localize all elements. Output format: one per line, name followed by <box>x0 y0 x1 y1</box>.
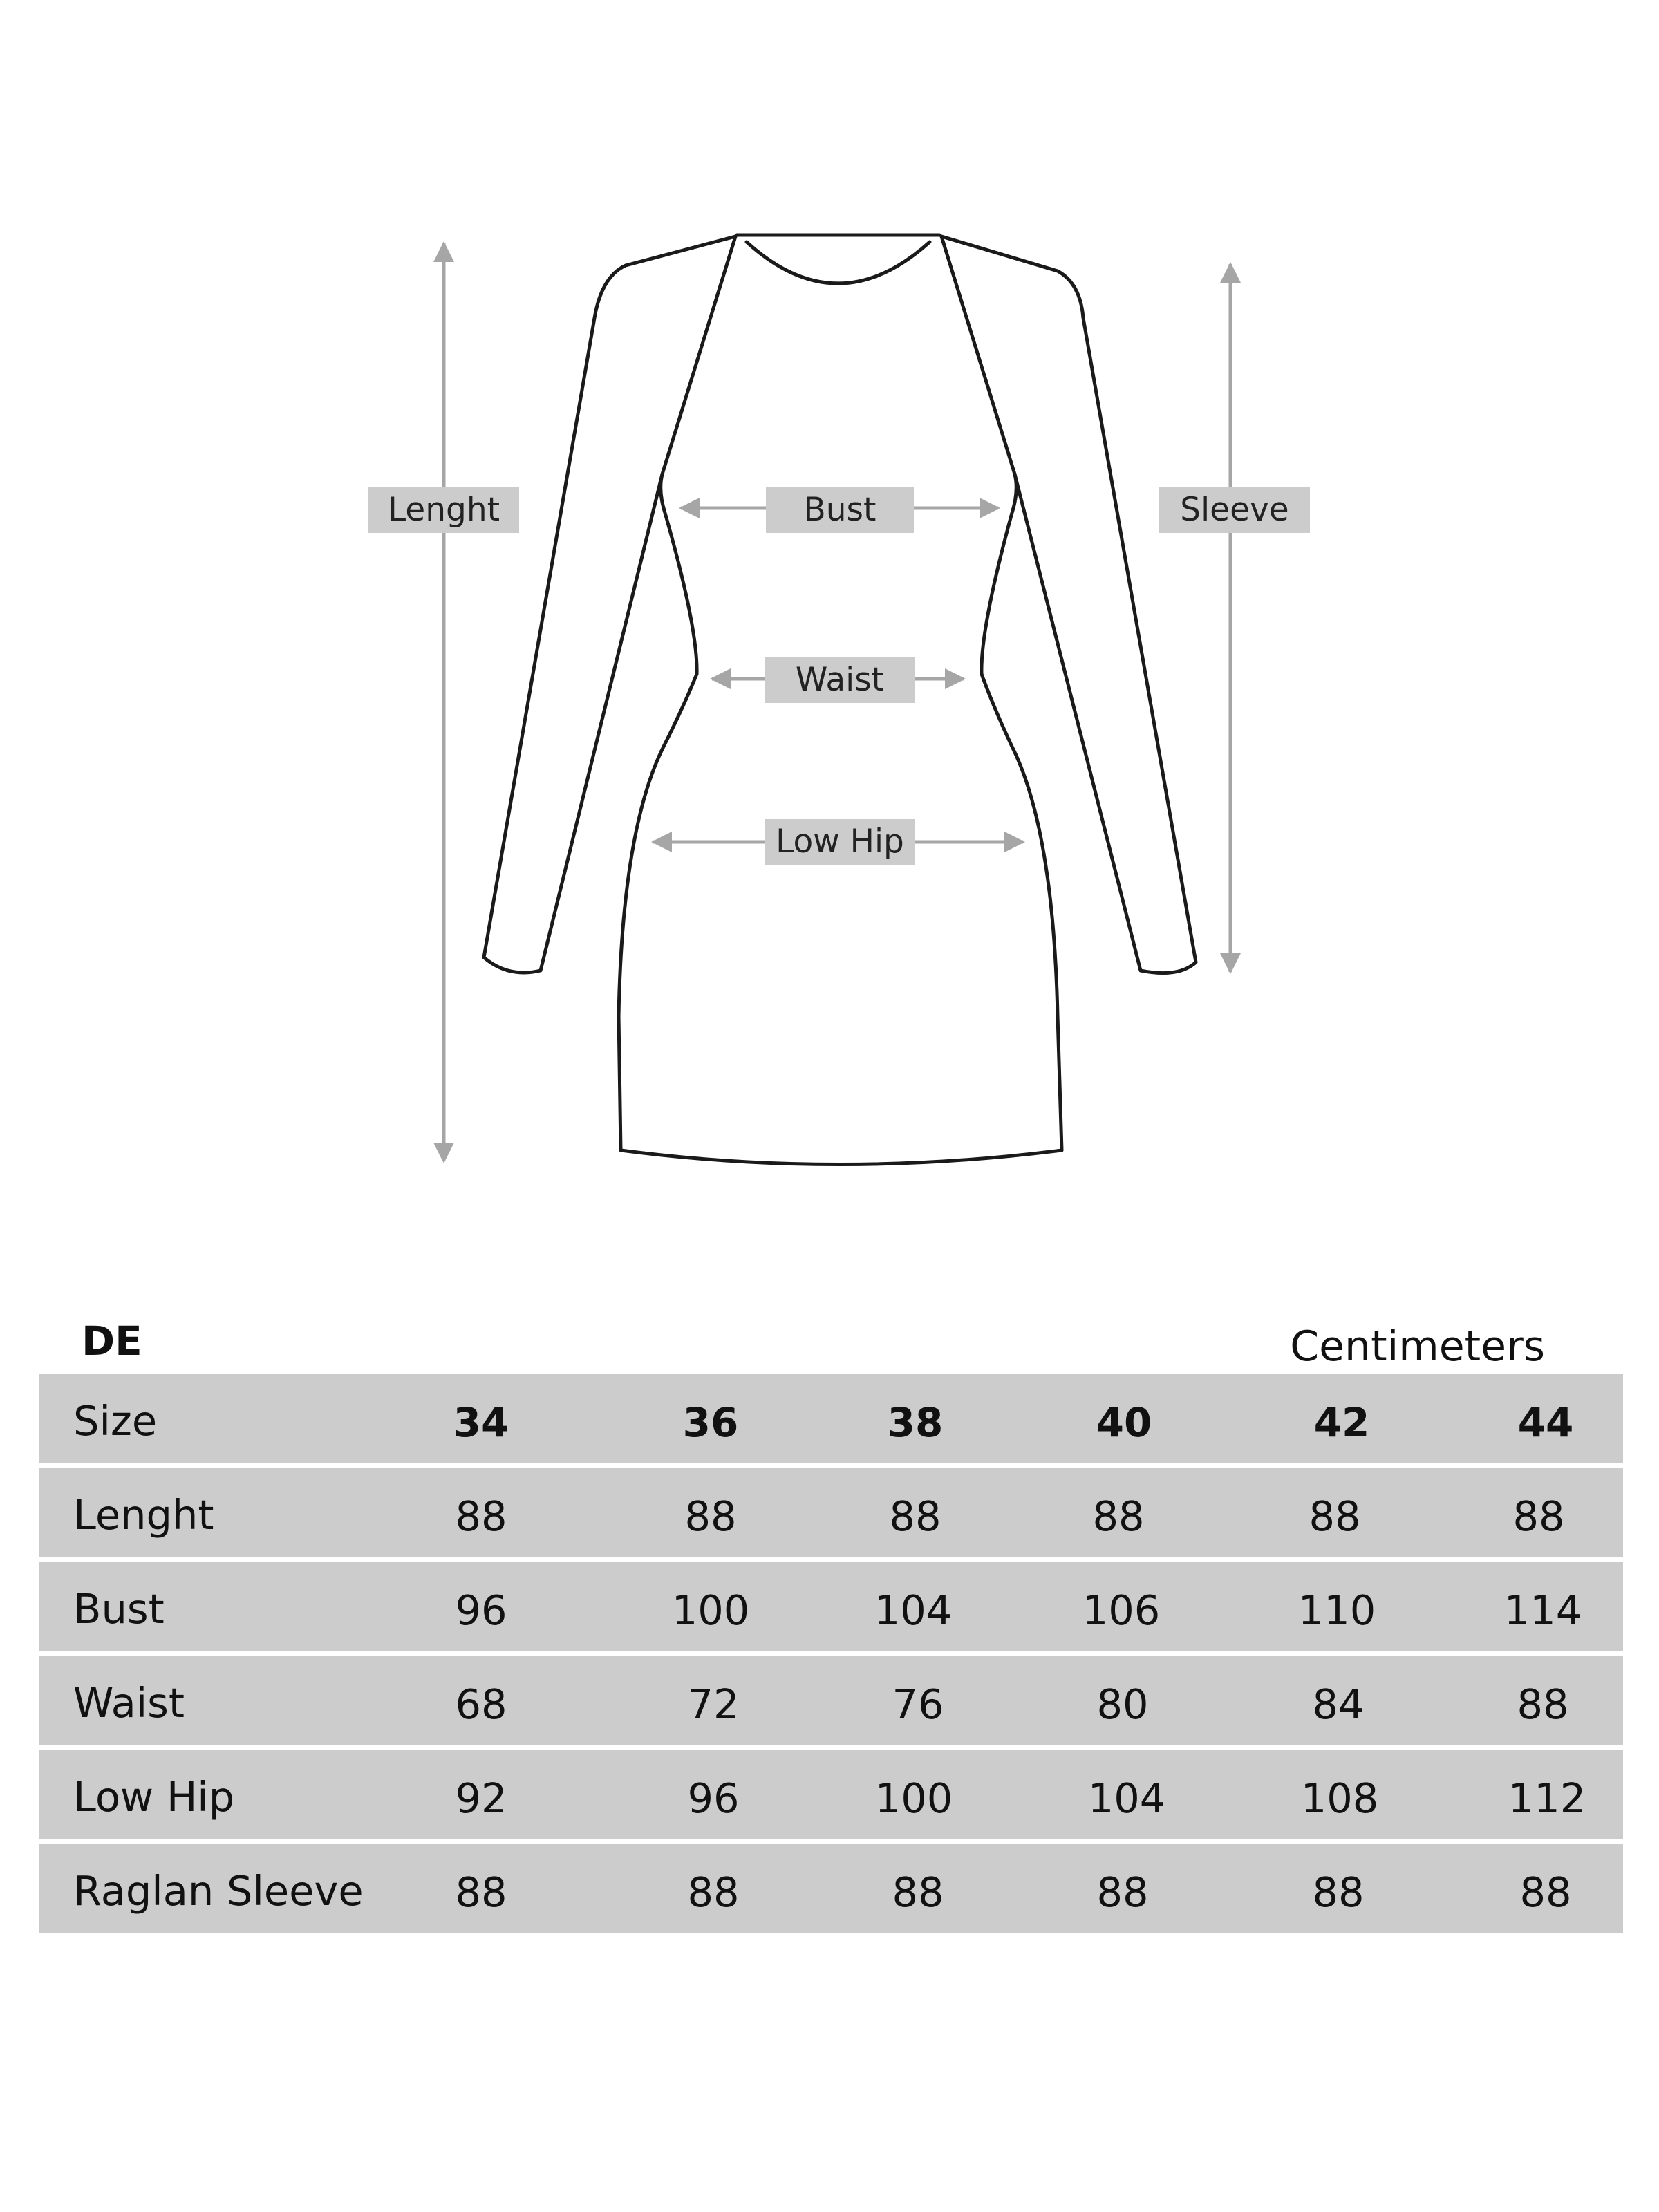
table-cell: 88 <box>1512 1492 1565 1540</box>
table-cell: 114 <box>1503 1586 1582 1634</box>
sleeve-label: Sleeve <box>1159 487 1310 533</box>
table-cell: 88 <box>1519 1868 1572 1916</box>
table-cell: 100 <box>874 1774 953 1822</box>
table-cell: 88 <box>687 1868 740 1916</box>
size-cell: 38 <box>887 1399 944 1446</box>
size-cell: 42 <box>1313 1399 1370 1446</box>
table-cell: 88 <box>889 1492 941 1540</box>
hem <box>621 1150 1062 1165</box>
table-cell: 68 <box>455 1680 507 1728</box>
size-cell: 34 <box>453 1399 509 1446</box>
body-left-side <box>619 236 735 1150</box>
table-cell: 110 <box>1297 1586 1376 1634</box>
table-cell: 108 <box>1300 1774 1379 1822</box>
table-row <box>39 1844 1623 1933</box>
length-label: Lenght <box>368 487 519 533</box>
table-row <box>39 1656 1623 1745</box>
left-sleeve <box>484 236 735 973</box>
body-right-side <box>941 236 1062 1150</box>
size-cell: 36 <box>682 1399 739 1446</box>
row-label: Waist <box>73 1679 185 1727</box>
table-cell: 106 <box>1082 1586 1161 1634</box>
row-label: Raglan Sleeve <box>73 1867 364 1915</box>
table-row <box>39 1562 1623 1651</box>
table-cell: 84 <box>1312 1680 1365 1728</box>
table-cell: 88 <box>1312 1868 1365 1916</box>
table-cell: 88 <box>1309 1492 1361 1540</box>
table-cell: 96 <box>687 1774 740 1822</box>
size-cell: 40 <box>1096 1399 1152 1446</box>
table-cell: 88 <box>1517 1680 1569 1728</box>
right-sleeve <box>941 236 1196 973</box>
table-cell: 112 <box>1508 1774 1586 1822</box>
table-cell: 76 <box>892 1680 944 1728</box>
table-cell: 80 <box>1096 1680 1149 1728</box>
low-hip-label: Low Hip <box>765 819 915 865</box>
table-cell: 92 <box>455 1774 507 1822</box>
size-table <box>39 1374 1623 1938</box>
row-label: Bust <box>73 1585 165 1633</box>
table-header-row <box>39 1374 1623 1463</box>
table-cell: 72 <box>687 1680 740 1728</box>
table-cell: 104 <box>874 1586 953 1634</box>
table-cell: 88 <box>455 1868 507 1916</box>
table-row <box>39 1750 1623 1839</box>
table-cell: 96 <box>455 1586 507 1634</box>
table-cell: 88 <box>684 1492 737 1540</box>
table-cell: 88 <box>892 1868 944 1916</box>
row-label: Lenght <box>73 1491 214 1539</box>
bust-label: Bust <box>766 487 914 533</box>
row-label: Low Hip <box>73 1773 235 1821</box>
waist-label: Waist <box>765 657 915 703</box>
unit-label: Centimeters <box>1290 1322 1545 1371</box>
table-cell: 100 <box>671 1586 750 1634</box>
table-cell: 104 <box>1087 1774 1166 1822</box>
row-label: Size <box>73 1397 158 1445</box>
table-row <box>39 1468 1623 1557</box>
market-label: DE <box>82 1318 142 1365</box>
size-cell: 44 <box>1517 1399 1574 1446</box>
table-cell: 88 <box>1096 1868 1149 1916</box>
table-cell: 88 <box>455 1492 507 1540</box>
neckline-curve <box>747 242 930 283</box>
table-cell: 88 <box>1092 1492 1145 1540</box>
